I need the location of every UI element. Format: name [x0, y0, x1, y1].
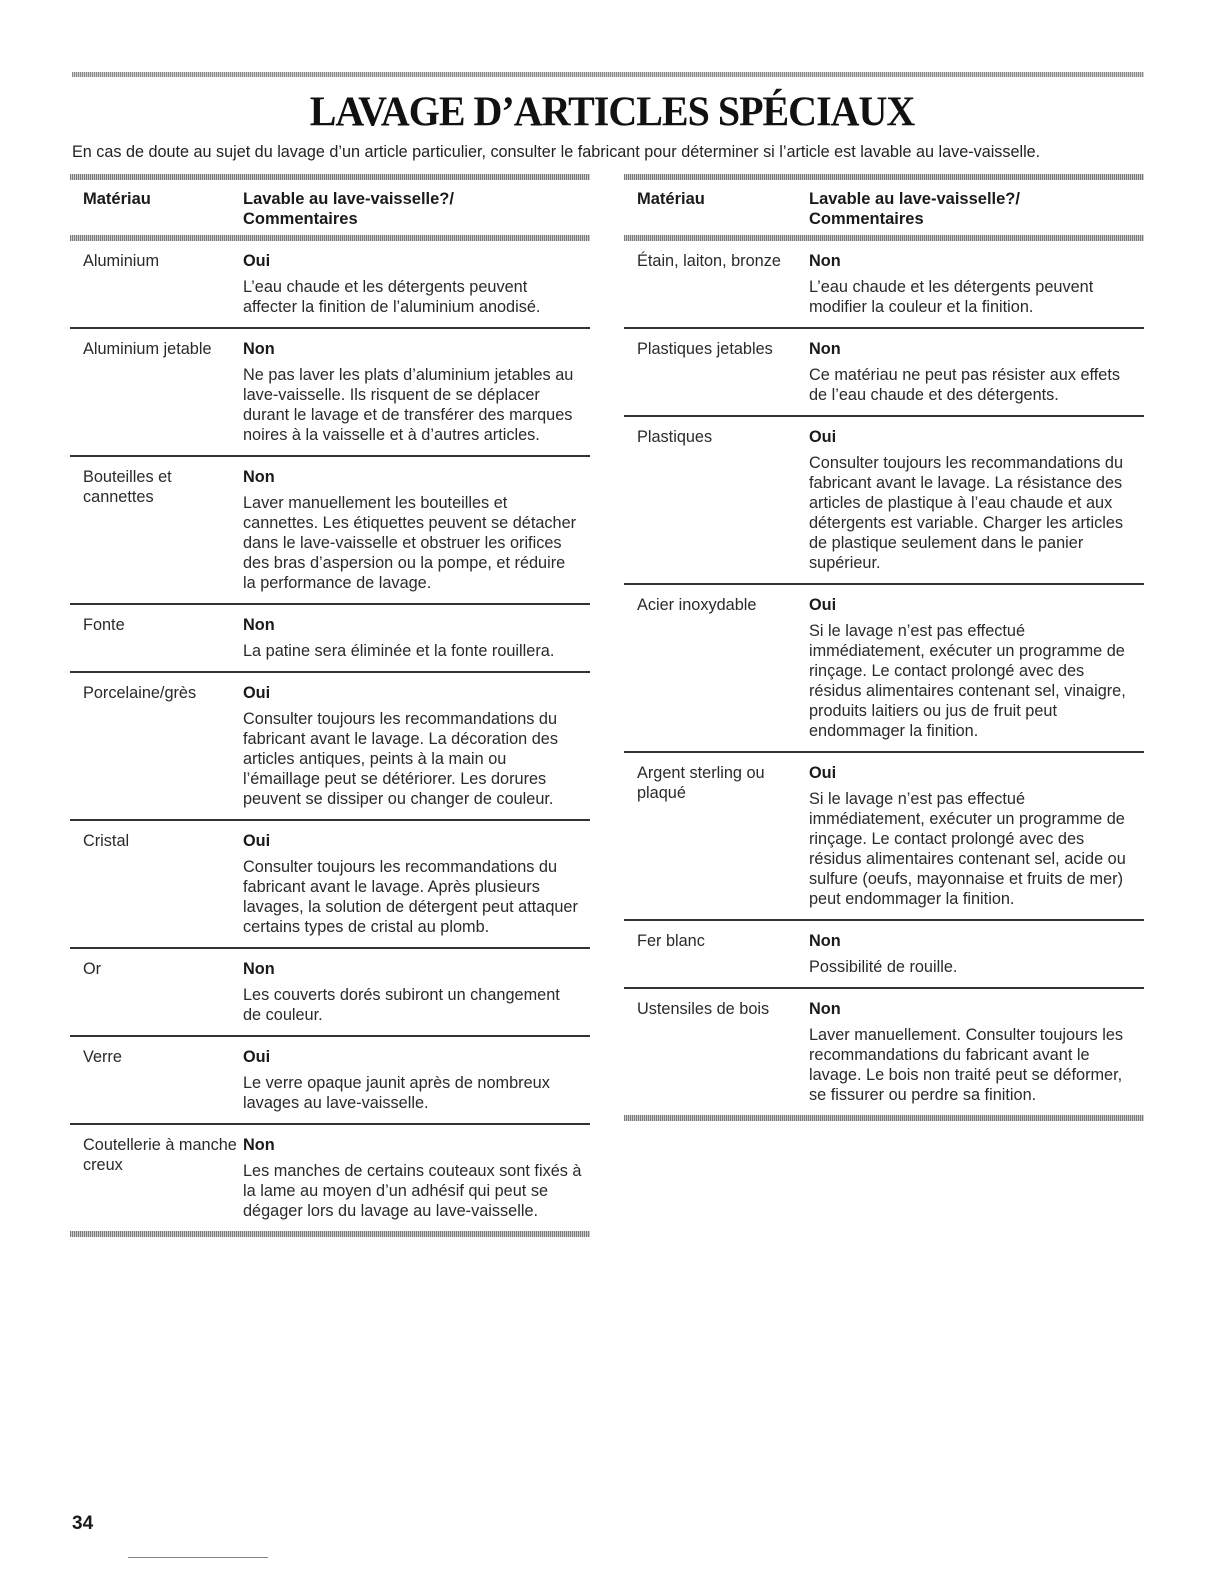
verdict-label: Non [809, 252, 841, 270]
right-table [624, 174, 1144, 1121]
verdict-label: Non [809, 932, 841, 950]
comment-cell [243, 1135, 590, 1221]
table-row [70, 1037, 590, 1125]
comment-text: Possibilité de rouille. [809, 958, 958, 976]
material-cell: Plastiques [637, 428, 713, 446]
header-material: Matériau [83, 190, 151, 208]
comment-text: Si le lavage n’est pas effectué immédiatement, exécuter un programme de rinçage. Le contact prolongé avec des résidus alimentaires contenant sel, vinaigre, produits laitiers ou jus de fruit peut endommager la finition. [809, 622, 1126, 740]
left-table [70, 174, 590, 1237]
comment-text: L’eau chaude et les détergents peuvent modifier la couleur et la finition. [809, 278, 1094, 316]
verdict-label: Oui [243, 1048, 271, 1066]
comment-cell [243, 251, 590, 317]
comment-cell [809, 763, 1144, 909]
table-row [70, 821, 590, 949]
header-comments-line2: Commentaires [243, 210, 358, 228]
top-hatched-rule [72, 72, 1144, 77]
comment-text: Consulter toujours les recommandations du fabricant avant le lavage. La résistance des articles de plastique à l’eau chaude et aux détergents est variable. Charger les articles de plastique seulement dans le panier supérieur. [809, 454, 1124, 572]
material-cell: Bouteilles et cannettes [83, 468, 172, 506]
comment-cell [243, 615, 590, 661]
table-row [70, 605, 590, 673]
comment-cell [809, 251, 1144, 317]
comment-cell [243, 831, 590, 937]
comment-cell [243, 467, 590, 593]
table-row [70, 949, 590, 1037]
comment-cell [243, 1047, 590, 1113]
comment-text: Les couverts dorés subiront un changement de couleur. [243, 986, 560, 1024]
material-cell: Étain, laiton, bronze [637, 252, 781, 270]
comment-cell [243, 959, 590, 1025]
right-table-body [624, 241, 1144, 1115]
verdict-label: Oui [243, 252, 271, 270]
verdict-label: Non [809, 1000, 841, 1018]
verdict-label: Non [243, 340, 275, 358]
table-row [624, 753, 1144, 921]
table-row [70, 1125, 590, 1231]
verdict-label: Oui [243, 684, 271, 702]
verdict-label: Non [243, 616, 275, 634]
table-header [624, 180, 1144, 235]
comment-text: L’eau chaude et les détergents peuvent affecter la finition de l’aluminium anodisé. [243, 278, 541, 316]
comment-text: La patine sera éliminée et la fonte rouillera. [243, 642, 555, 660]
page-title: LAVAGE D’ARTICLES SPÉCIAUX [309, 87, 915, 136]
comment-text: Le verre opaque jaunit après de nombreux lavages au lave-vaisselle. [243, 1074, 550, 1112]
table-row [70, 241, 590, 329]
material-cell: Coutellerie à manche creux [83, 1136, 237, 1174]
material-cell: Or [83, 960, 102, 978]
verdict-label: Non [809, 340, 841, 358]
table-row [70, 457, 590, 605]
header-comments-line1: Lavable au lave-vaisselle?/ [809, 190, 1020, 208]
header-comments-line1: Lavable au lave-vaisselle?/ [243, 190, 454, 208]
table-row [70, 329, 590, 457]
verdict-label: Oui [809, 596, 837, 614]
verdict-label: Non [243, 960, 275, 978]
table-row [624, 241, 1144, 329]
comment-text: Consulter toujours les recommandations du fabricant avant le lavage. Après plusieurs lavages, la solution de détergent peut attaquer certains types de cristal au plomb. [243, 858, 578, 936]
header-comments-line2: Commentaires [809, 210, 924, 228]
comment-text: Laver manuellement. Consulter toujours les recommandations du fabricant avant le lavage. Le bois non traité peut se déformer, se fissurer ou perdre sa finition. [809, 1026, 1124, 1104]
material-cell: Argent sterling ou plaqué [637, 764, 765, 802]
comment-cell [809, 931, 1144, 977]
verdict-label: Oui [809, 764, 837, 782]
comment-cell [243, 339, 590, 445]
comment-text: Ce matériau ne peut pas résister aux effets de l’eau chaude et des détergents. [809, 366, 1121, 404]
material-cell: Ustensiles de bois [637, 1000, 770, 1018]
material-cell: Fer blanc [637, 932, 705, 950]
comment-text: Laver manuellement les bouteilles et cannettes. Les étiquettes peuvent se détacher dans le lave-vaisselle et obstruer les orifices des bras d’aspersion ou la pompe, et réduire la performance de lavage. [243, 494, 577, 592]
material-cell: Aluminium [83, 252, 160, 270]
header-comments [243, 189, 590, 229]
bottom-rule [128, 1557, 268, 1558]
table-row [624, 417, 1144, 585]
table-row [624, 989, 1144, 1115]
material-cell: Cristal [83, 832, 130, 850]
table-row [624, 329, 1144, 417]
verdict-label: Non [243, 1136, 275, 1154]
material-cell: Porcelaine/grès [83, 684, 197, 702]
table-row [624, 921, 1144, 989]
comment-text: Ne pas laver les plats d’aluminium jetables au lave-vaisselle. Ils risquent de se déplacer durant le lavage et de transférer des marques noires à la vaisselle et à d’autres articles. [243, 366, 574, 444]
page-number: 34 [72, 1513, 94, 1534]
table-header [70, 180, 590, 235]
material-cell: Aluminium jetable [83, 340, 212, 358]
material-cell: Plastiques jetables [637, 340, 773, 358]
verdict-label: Oui [809, 428, 837, 446]
left-table-body [70, 241, 590, 1231]
verdict-label: Non [243, 468, 275, 486]
comment-cell [243, 683, 590, 809]
table-bottom-rule [624, 1115, 1144, 1121]
intro-text: En cas de doute au sujet du lavage d’un article particulier, consulter le fabricant pour déterminer si l’article est lavable au lave-vaisselle. [72, 143, 1041, 161]
verdict-label: Oui [243, 832, 271, 850]
header-material: Matériau [637, 190, 705, 208]
header-comments [809, 189, 1144, 229]
table-row [70, 673, 590, 821]
comment-text: Si le lavage n’est pas effectué immédiatement, exécuter un programme de rinçage. Le contact prolongé avec des résidus alimentaires contenant sel, acide ou sulfure (oeufs, mayonnaise et fruits de mer) peut endommager la finition. [809, 790, 1126, 908]
table-row [624, 585, 1144, 753]
table-bottom-rule [70, 1231, 590, 1237]
material-cell: Verre [83, 1048, 122, 1066]
material-cell: Fonte [83, 616, 125, 634]
comment-cell [809, 427, 1144, 573]
material-cell: Acier inoxydable [637, 596, 757, 614]
comment-cell [809, 999, 1144, 1105]
comment-text: Consulter toujours les recommandations du fabricant avant le lavage. La décoration des articles antiques, peints à la main ou l’émaillage peut se détériorer. Les dorures peuvent se dissiper ou changer de couleur. [243, 710, 558, 808]
comment-text: Les manches de certains couteaux sont fixés à la lame au moyen d’un adhésif qui peut se dégager lors du lavage au lave-vaisselle. [243, 1162, 582, 1220]
comment-cell [809, 339, 1144, 405]
comment-cell [809, 595, 1144, 741]
